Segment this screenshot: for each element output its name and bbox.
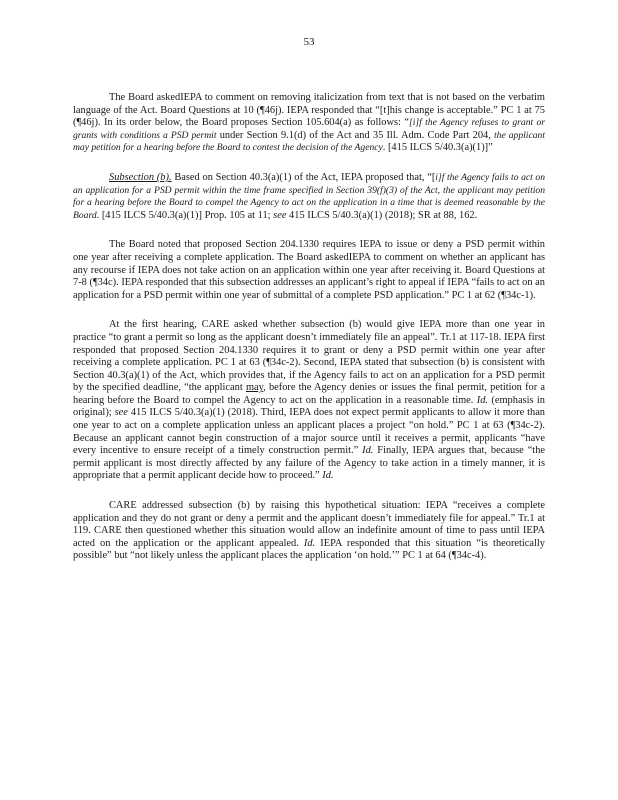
- paragraph-subsection-b: [73, 172, 545, 222]
- text-run: 415 ILCS 5/40.3(a)(1) (2018); SR at 88, 162.: [286, 209, 478, 221]
- text-run: Finally, IEPA argues that, because “the permit applicant is most directly affected by any failure of the Agency to take action in a timely manner, it is appropriate that a permit applicant decide how to proceed.”: [73, 445, 545, 482]
- text-run: 415 ILCS 5/40.3(a)(1) (2018). Third, IEPA does not expect permit applicants to allow it more than one year to act on a complete application unless an applicant places a project “on hold.” PC 1 at 63 (¶34c-2). Because an applicant cannot begin construction of a major source until it receives a permit, applicants “have every incentive to ensure receipt of a timely construction permit.”: [73, 407, 545, 457]
- citation-id: Id.: [303, 537, 316, 549]
- statutory-quote: the applicant may petition for a hearing before the Board to contest the decision of the Agency: [73, 129, 545, 154]
- statutory-quote: i]f the Agency fails to act on an application for a PSD permit within the time frame specified in Section 39(f)(3) of the Act, the applicant may petition for a hearing before the Board to compel the Agency to act on the application in a time that is deemed reasonable by the Board: [73, 171, 545, 221]
- text-run: . [415 ILCS 5/40.3(a)(1)]”: [382, 142, 493, 154]
- paragraph-first-hearing: [73, 319, 545, 483]
- emphasis-may: may: [245, 382, 264, 394]
- signal-see: see: [273, 209, 287, 221]
- text-run: Based on Section 40.3(a)(1) of the Act, IEPA proposed that, “[: [171, 171, 436, 183]
- document-body: [73, 92, 545, 580]
- text-run: . [415 ILCS 5/40.3(a)(1)] Prop. 105 at 11;: [96, 209, 274, 221]
- text-run: IEPA responded that this situation “is theoretically possible” but “not likely unless the applicant places the application ‘on hold.’” PC 1 at 64 (¶34c-4).: [73, 537, 545, 562]
- text-run: , before the Agency denies or issues the final permit, petition for a hearing before the Board to compel the Agency to act on the application in a reasonable time.: [73, 382, 545, 406]
- citation-id: Id.: [362, 445, 374, 457]
- paragraph-board-noted: The Board noted that proposed Section 204.1330 requires IEPA to issue or deny a PSD permit within one year after receiving a complete application. The Board askedIEPA to comment on whether an applicant has any recourse if IEPA does not take action on an application within one year after receiving it. Board Questions at 7-8 (¶34c). IEPA responded that this subsection addresses an applicant’s right to appeal if IEPA “fails to act on an application for a PSD permit within one year of submittal of a complete PSD application.” PC 1 at 62 (¶34c-1).: [73, 239, 545, 301]
- text-run: CARE addressed subsection (b) by raising this hypothetical situation: IEPA “receives a complete application and they do not grant or deny a permit and the applicant doesn’t immediately file for appeal.” Tr.1 at 119. CARE then questioned whether this situation would allow an indefinite amount of time to pass until IEPA acted on the application or the applicant appealed.: [73, 500, 545, 549]
- page-number: 53: [303, 36, 315, 48]
- paragraph-italicization: [73, 92, 545, 155]
- text-run: The Board askedIEPA to comment on removing italicization from text that is not based on the verbatim language of the Act. Board Questions at 10 (¶46j). IEPA responded that “[t]his change is acceptable.” PC 1 at 75 (¶46j). In its order below, the Board proposes Section 105.604(a) as follows: “: [73, 92, 545, 129]
- subsection-heading: Subsection (b).: [109, 171, 172, 183]
- citation-id: Id.: [322, 470, 334, 482]
- paragraph-care-hypothetical: [73, 500, 545, 563]
- text-run: under Section 9.1(d) of the Act and 35 Ill. Adm. Code Part 204,: [216, 129, 495, 141]
- statutory-quote: [i]f the Agency refuses to grant or grants with conditions a PSD permit: [73, 117, 545, 141]
- text-run: (emphasis in original);: [73, 394, 545, 419]
- text-run: At the first hearing, CARE asked whether subsection (b) would give IEPA more than one year in practice “to grant a permit so long as the applicant doesn’t immediately file an appeal”. Tr.1 at 117-18. IEPA first responded that proposed Section 204.1330 requires it to grant or deny a PSD permit within one year after receiving a complete application. PC 1 at 63 (¶34c-2). Second, IEPA stated that subsection (b) is consistent with Section 40.3(a)(1) of the Act, which provides that, if the Agency fails to act on an application for a PSD permit by the specified deadline, “the applicant: [73, 319, 545, 394]
- signal-see: see: [114, 407, 128, 419]
- citation-id: Id.: [476, 394, 489, 406]
